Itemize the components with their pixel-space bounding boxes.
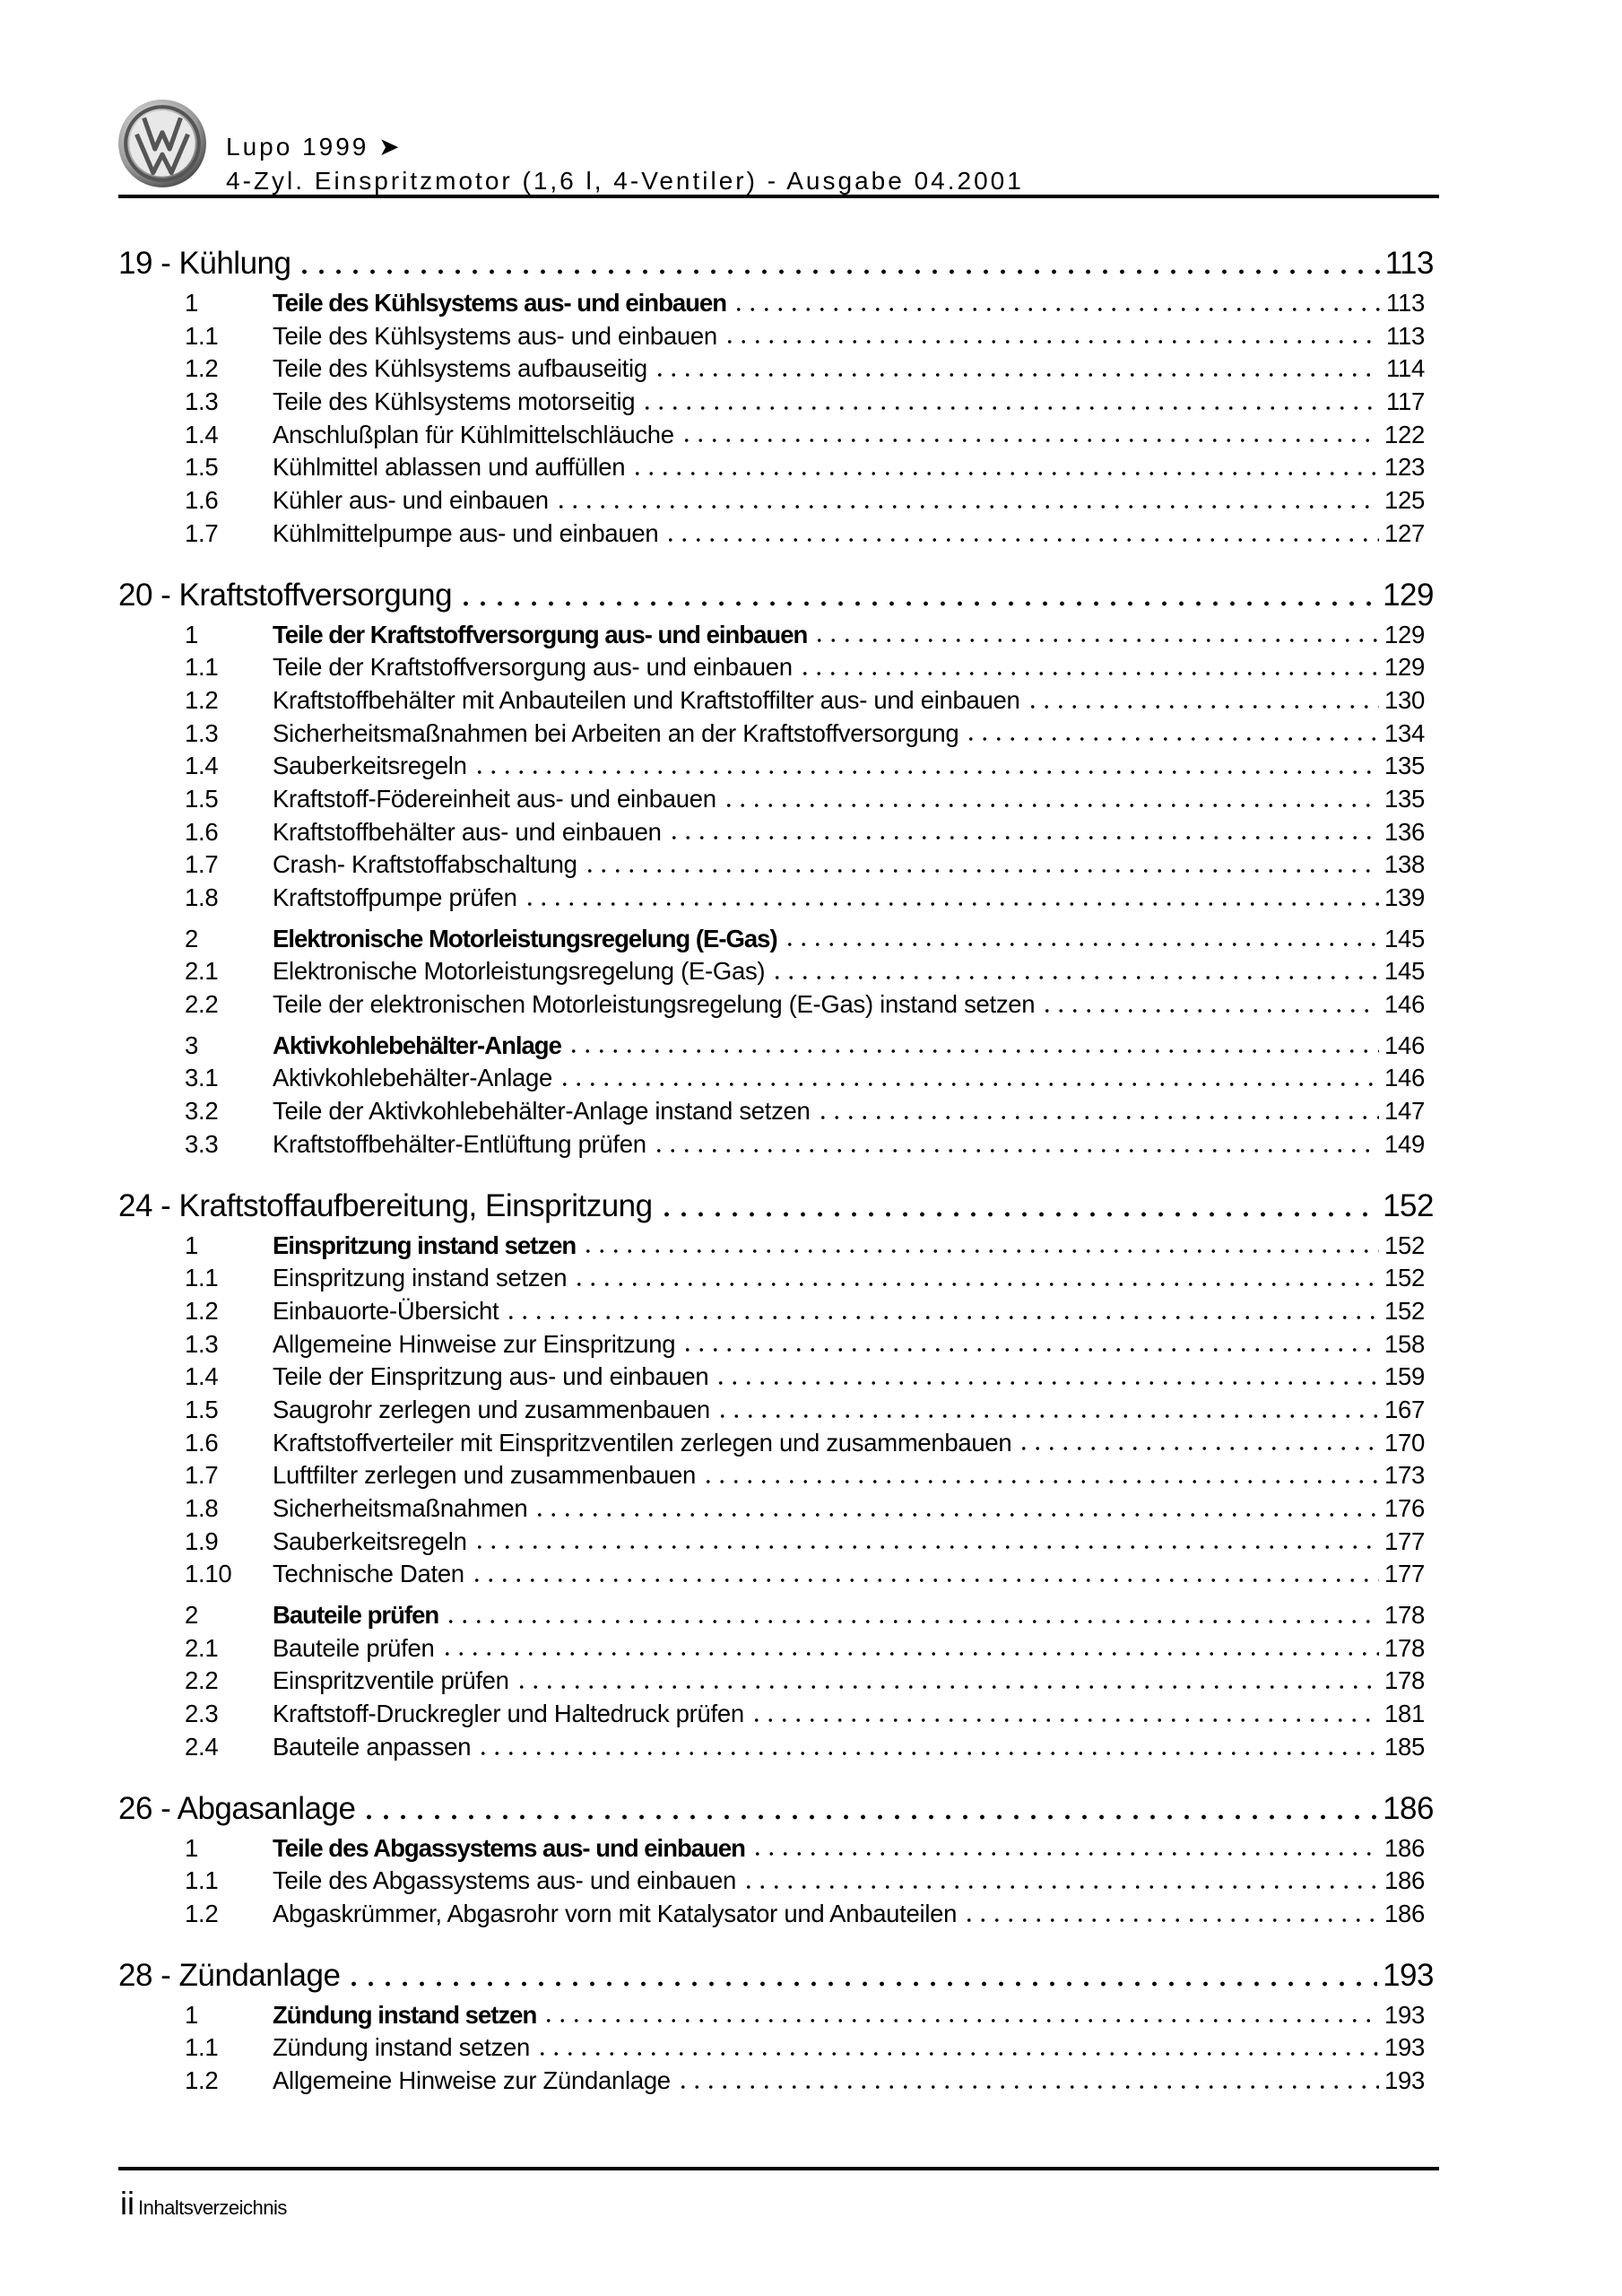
entry-title: Teile des Kühlsystems aus- und einbauen xyxy=(273,321,717,350)
entry-page: 130 xyxy=(1384,685,1425,714)
entry-page: 181 xyxy=(1384,1700,1425,1728)
dot-leader xyxy=(523,901,1379,907)
entry-number: 1.8 xyxy=(185,1494,219,1522)
entry-number: 2 xyxy=(185,924,198,952)
entry-number: 1 xyxy=(185,620,198,648)
entry-page: 139 xyxy=(1384,883,1425,911)
entry-title: Allgemeine Hinweise zur Zündanlage xyxy=(273,2066,671,2094)
dot-leader xyxy=(360,1814,1377,1820)
dot-leader xyxy=(783,942,1379,947)
toc-section-entry[interactable] xyxy=(118,923,1434,956)
toc-entry[interactable] xyxy=(118,352,1434,386)
entry-title: Teile der Aktivkohlebehälter-Anlage instand setzen xyxy=(273,1097,811,1126)
dot-leader xyxy=(1026,704,1380,709)
toc-entry[interactable] xyxy=(118,2065,1434,2098)
dot-leader xyxy=(742,1884,1379,1890)
entry-page: 178 xyxy=(1384,1666,1425,1695)
entry-title: Kraftstoffbehälter aus- und einbauen xyxy=(273,817,662,846)
entry-number: 1 xyxy=(185,289,198,317)
dot-leader xyxy=(750,1718,1379,1723)
entry-title: Elektronische Motorleistungsregelung (E-Gas) xyxy=(273,957,766,986)
entry-title: Einbauorte-Übersicht xyxy=(273,1296,499,1325)
entry-page: 193 xyxy=(1384,2033,1425,2062)
entry-number: 1.2 xyxy=(185,685,219,714)
entry-number: 1.6 xyxy=(185,817,219,846)
toc-entry[interactable] xyxy=(118,386,1434,419)
entry-title: Saugrohr zerlegen und zusammenbauen xyxy=(273,1395,710,1423)
entry-title: Luftfilter zerlegen und zusammenbauen xyxy=(273,1461,696,1490)
entry-page: 177 xyxy=(1384,1560,1425,1588)
entry-title: Teile der Kraftstoffversorgung aus- und einbauen xyxy=(273,620,808,648)
toc-section-entry[interactable] xyxy=(118,619,1434,652)
entry-title: Teile des Abgassystems aus- und einbauen xyxy=(273,1833,745,1862)
dot-leader xyxy=(476,1751,1379,1756)
entry-number: 1.2 xyxy=(185,1899,219,1927)
entry-number: 1.9 xyxy=(185,1526,219,1555)
chapter-section xyxy=(118,244,1434,551)
entry-page: 176 xyxy=(1384,1494,1425,1522)
entry-page: 123 xyxy=(1384,453,1425,482)
dot-leader xyxy=(567,1048,1379,1054)
entry-page: 177 xyxy=(1384,1526,1425,1555)
toc-entry[interactable] xyxy=(118,988,1434,1022)
entry-number: 2.3 xyxy=(185,1700,219,1728)
entry-page: 138 xyxy=(1384,850,1425,879)
entry-title: Einspritzventile prüfen xyxy=(273,1666,509,1695)
entry-title: Bauteile anpassen xyxy=(273,1732,472,1761)
toc-section-entry[interactable] xyxy=(118,1230,1434,1263)
entry-title: Kraftstoffbehälter mit Anbauteilen und Kraftstoffilter aus- und einbauen xyxy=(273,685,1020,714)
entry-page: 114 xyxy=(1386,354,1425,383)
dot-leader xyxy=(676,2084,1379,2090)
table-of-contents xyxy=(118,244,1434,2123)
toc-entry[interactable] xyxy=(118,1865,1434,1898)
toc-entry[interactable] xyxy=(118,419,1434,452)
toc-entry[interactable] xyxy=(118,882,1434,915)
entry-number: 2.1 xyxy=(185,957,219,986)
dot-leader xyxy=(750,1851,1379,1857)
entry-title: Teile des Kühlsystems motorseitig xyxy=(273,387,636,416)
toc-entry[interactable] xyxy=(118,750,1434,783)
dot-leader xyxy=(798,671,1379,676)
entry-number: 1.4 xyxy=(185,752,219,780)
toc-section-entry[interactable] xyxy=(118,1999,1434,2032)
dot-leader xyxy=(716,1413,1379,1419)
dot-leader xyxy=(816,1115,1379,1120)
entry-title: Kraftstoffverteiler mit Einspritzventilen zerlegen und zusammenbauen xyxy=(273,1428,1012,1457)
entry-title: Kühler aus- und einbauen xyxy=(273,486,549,515)
entry-page: 136 xyxy=(1384,817,1425,846)
chapter-page: 152 xyxy=(1383,1187,1434,1223)
entry-title: Kühlmittelpumpe aus- und einbauen xyxy=(273,518,659,547)
header-model: Lupo 1999 ➤ xyxy=(226,133,403,161)
toc-entry[interactable] xyxy=(118,1698,1434,1731)
entry-number: 2.1 xyxy=(185,1633,219,1662)
toc-entry[interactable] xyxy=(118,848,1434,882)
entry-page: 152 xyxy=(1384,1231,1425,1259)
toc-entry[interactable] xyxy=(118,1731,1434,1764)
entry-page: 178 xyxy=(1384,1601,1425,1630)
entry-number: 1.7 xyxy=(185,1461,219,1490)
entry-page: 113 xyxy=(1386,289,1425,317)
section-group xyxy=(118,923,1434,1022)
entry-page: 193 xyxy=(1384,2000,1425,2029)
dot-leader xyxy=(1017,1446,1379,1451)
entry-number: 3.3 xyxy=(185,1129,219,1158)
toc-entry[interactable] xyxy=(118,1526,1434,1559)
entry-title: Teile des Abgassystems aus- und einbauen xyxy=(273,1866,736,1895)
toc-entry[interactable] xyxy=(118,1062,1434,1095)
entry-number: 1.1 xyxy=(185,2033,219,2062)
entry-number: 1.3 xyxy=(185,1329,219,1358)
section-group xyxy=(118,619,1434,915)
entry-page: 146 xyxy=(1384,1031,1425,1059)
toc-entry[interactable] xyxy=(118,1459,1434,1492)
toc-section-entry[interactable] xyxy=(118,1599,1434,1632)
entry-number: 1.4 xyxy=(185,420,219,448)
toc-section-entry[interactable] xyxy=(118,1030,1434,1063)
dot-leader xyxy=(812,638,1379,643)
entry-number: 1.1 xyxy=(185,1866,219,1895)
chapter-page: 193 xyxy=(1383,1957,1434,1993)
toc-entry[interactable] xyxy=(118,718,1434,751)
dot-leader xyxy=(714,1380,1379,1386)
entry-page: 113 xyxy=(1386,321,1425,350)
entry-number: 1.2 xyxy=(185,1296,219,1325)
section-group xyxy=(118,1999,1434,2098)
toc-entry[interactable] xyxy=(118,1328,1434,1361)
dot-leader xyxy=(1040,1008,1379,1013)
entry-number: 1.5 xyxy=(185,1395,219,1423)
entry-page: 167 xyxy=(1384,1395,1425,1423)
toc-entry[interactable] xyxy=(118,484,1434,517)
dot-leader xyxy=(440,1651,1380,1657)
entry-title: Sauberkeitsregeln xyxy=(273,1526,467,1555)
entry-number: 1.6 xyxy=(185,486,219,515)
entry-page: 186 xyxy=(1384,1833,1425,1862)
dot-leader xyxy=(658,1212,1377,1217)
dot-leader xyxy=(701,1479,1379,1484)
entry-title: Sicherheitsmaßnahmen xyxy=(273,1494,528,1522)
entry-number: 1.7 xyxy=(185,850,219,879)
toc-entry[interactable] xyxy=(118,783,1434,816)
entry-title: Teile des Kühlsystems aufbauseitig xyxy=(273,354,647,383)
entry-page: 145 xyxy=(1384,957,1425,986)
entry-page: 122 xyxy=(1384,420,1425,448)
entry-page: 146 xyxy=(1384,1064,1425,1092)
entry-title: Technische Daten xyxy=(273,1560,464,1588)
entry-page: 147 xyxy=(1384,1097,1425,1126)
entry-page: 149 xyxy=(1384,1129,1425,1158)
dot-leader xyxy=(667,835,1379,840)
toc-entry[interactable] xyxy=(118,1394,1434,1427)
section-group xyxy=(118,287,1434,551)
chapter-title: 20 - Kraftstoffversorgung xyxy=(118,577,453,613)
entry-title: Abgaskrümmer, Abgasrohr vorn mit Katalysator und Anbauteilen xyxy=(273,1899,958,1927)
dot-leader xyxy=(581,1248,1379,1254)
dot-leader xyxy=(732,307,1381,312)
vw-logo xyxy=(117,97,208,190)
dot-leader xyxy=(542,2018,1379,2023)
toc-entry[interactable] xyxy=(118,451,1434,484)
entry-page: 135 xyxy=(1384,784,1425,813)
dot-leader xyxy=(504,1315,1379,1320)
entry-page: 152 xyxy=(1384,1264,1425,1292)
dot-leader xyxy=(681,1347,1379,1352)
entry-page: 193 xyxy=(1384,2066,1425,2094)
entry-number: 2.2 xyxy=(185,990,219,1019)
entry-title: Teile der Kraftstoffversorgung aus- und einbauen xyxy=(273,653,793,682)
entry-number: 1.7 xyxy=(185,518,219,547)
chapter-heading[interactable] xyxy=(118,576,1434,615)
dot-leader xyxy=(723,339,1381,344)
entry-title: Allgemeine Hinweise zur Einspritzung xyxy=(273,1329,676,1358)
entry-number: 1.5 xyxy=(185,784,219,813)
entry-page: 173 xyxy=(1384,1461,1425,1490)
toc-entry[interactable] xyxy=(118,1361,1434,1394)
toc-entry[interactable] xyxy=(118,320,1434,353)
entry-title: Kraftstoffpumpe prüfen xyxy=(273,883,517,911)
chapter-title: 28 - Zündanlage xyxy=(118,1957,341,1993)
footer xyxy=(120,2185,287,2222)
chapter-page: 186 xyxy=(1383,1790,1434,1826)
entry-page: 186 xyxy=(1384,1866,1425,1895)
entry-page: 117 xyxy=(1386,387,1425,416)
entry-number: 2.4 xyxy=(185,1732,219,1761)
entry-number: 1.5 xyxy=(185,453,219,482)
dot-leader xyxy=(962,1918,1379,1923)
toc-entry[interactable] xyxy=(118,684,1434,718)
chapter-title: 19 - Kühlung xyxy=(118,246,291,281)
entry-number: 3 xyxy=(185,1031,198,1059)
entry-number: 1.2 xyxy=(185,2066,219,2094)
entry-title: Sauberkeitsregeln xyxy=(273,752,467,780)
toc-entry[interactable] xyxy=(118,651,1434,684)
dot-leader xyxy=(457,601,1377,606)
toc-entry[interactable] xyxy=(118,1665,1434,1698)
entry-title: Anschlußplan für Kühlmittelschläuche xyxy=(273,420,674,448)
entry-page: 135 xyxy=(1384,752,1425,780)
toc-entry[interactable] xyxy=(118,1492,1434,1526)
entry-title: Teile der elektronischen Motorleistungsregelung (E-Gas) instand setzen xyxy=(273,990,1036,1019)
toc-entry[interactable] xyxy=(118,955,1434,988)
entry-number: 3.1 xyxy=(185,1064,219,1092)
section-group xyxy=(118,1030,1434,1161)
dot-leader xyxy=(470,1578,1379,1583)
dot-leader xyxy=(558,1082,1379,1087)
dot-leader xyxy=(664,537,1379,543)
dot-leader xyxy=(653,372,1381,378)
dot-leader xyxy=(630,471,1379,476)
dot-leader xyxy=(533,1512,1379,1518)
entry-title: Sicherheitsmaßnahmen bei Arbeiten an der Kraftstoffversorgung xyxy=(273,718,959,747)
entry-page: 170 xyxy=(1384,1428,1425,1457)
dot-leader xyxy=(722,803,1379,808)
chapter-title: 26 - Abgasanlage xyxy=(118,1790,356,1826)
entry-title: Kraftstoff-Druckregler und Haltedruck prüfen xyxy=(273,1700,744,1728)
entry-title: Teile der Einspritzung aus- und einbauen xyxy=(273,1362,709,1391)
entry-page: 125 xyxy=(1384,486,1425,515)
entry-number: 1 xyxy=(185,2000,198,2029)
entry-title: Zündung instand setzen xyxy=(273,2000,537,2029)
dot-leader xyxy=(444,1619,1379,1624)
header-rule xyxy=(118,195,1439,198)
entry-page: 146 xyxy=(1384,990,1425,1019)
chapter-section xyxy=(118,1187,1434,1764)
dot-leader xyxy=(515,1684,1379,1690)
chapter-page: 129 xyxy=(1383,577,1434,613)
entry-number: 3.2 xyxy=(185,1097,219,1126)
entry-page: 158 xyxy=(1384,1329,1425,1358)
chapter-heading[interactable] xyxy=(118,244,1434,283)
toc-section-entry[interactable] xyxy=(118,287,1434,320)
entry-number: 2.2 xyxy=(185,1666,219,1695)
entry-number: 2 xyxy=(185,1601,198,1630)
entry-number: 1.4 xyxy=(185,1362,219,1391)
footer-rule xyxy=(118,2167,1439,2170)
entry-number: 1.3 xyxy=(185,387,219,416)
entry-number: 1.1 xyxy=(185,1264,219,1292)
chapter-heading[interactable] xyxy=(118,1789,1434,1829)
toc-entry[interactable] xyxy=(118,1558,1434,1591)
entry-title: Teile des Kühlsystems aus- und einbauen xyxy=(273,289,727,317)
section-group xyxy=(118,1599,1434,1763)
chapter-section xyxy=(118,576,1434,1161)
entry-number: 1 xyxy=(185,1833,198,1862)
entry-number: 1.8 xyxy=(185,883,219,911)
entry-number: 1.1 xyxy=(185,321,219,350)
toc-entry[interactable] xyxy=(118,1295,1434,1328)
dot-leader xyxy=(583,868,1379,874)
entry-number: 1 xyxy=(185,1231,198,1259)
chapter-heading[interactable] xyxy=(118,1956,1434,1996)
entry-title: Aktivkohlebehälter-Anlage xyxy=(273,1064,552,1092)
toc-entry[interactable] xyxy=(118,2031,1434,2065)
dot-leader xyxy=(652,1148,1379,1153)
entry-title: Crash- Kraftstoffabschaltung xyxy=(273,850,577,879)
footer-title: Inhaltsverzeichnis xyxy=(138,2196,287,2219)
footer-page-number: ii xyxy=(120,2185,134,2222)
section-group xyxy=(118,1230,1434,1592)
chapter-section xyxy=(118,1956,1434,2098)
entry-title: Einspritzung instand setzen xyxy=(273,1231,577,1259)
entry-page: 127 xyxy=(1384,518,1425,547)
entry-title: Kühlmittel ablassen und auffüllen xyxy=(273,453,626,482)
toc-entry[interactable] xyxy=(118,1262,1434,1295)
entry-page: 178 xyxy=(1384,1633,1425,1662)
toc-entry[interactable] xyxy=(118,1128,1434,1161)
entry-page: 185 xyxy=(1384,1732,1425,1761)
dot-leader xyxy=(640,405,1381,411)
entry-page: 129 xyxy=(1384,653,1425,682)
dot-leader xyxy=(680,438,1379,443)
entry-number: 1.2 xyxy=(185,354,219,383)
chapter-page: 113 xyxy=(1384,246,1434,281)
entry-number: 1.10 xyxy=(185,1560,232,1588)
toc-entry[interactable] xyxy=(118,1898,1434,1931)
dot-leader xyxy=(535,2051,1379,2057)
chapter-heading[interactable] xyxy=(118,1187,1434,1226)
entry-title: Kraftstoff-Födereinheit aus- und einbauen xyxy=(273,784,716,813)
entry-page: 129 xyxy=(1384,620,1425,648)
entry-number: 1.6 xyxy=(185,1428,219,1457)
entry-title: Einspritzung instand setzen xyxy=(273,1264,568,1292)
entry-page: 134 xyxy=(1384,718,1425,747)
entry-page: 186 xyxy=(1384,1899,1425,1927)
dot-leader xyxy=(473,770,1379,775)
toc-entry[interactable] xyxy=(118,1095,1434,1128)
entry-title: Elektronische Motorleistungsregelung (E-Gas) xyxy=(273,924,777,952)
toc-section-entry[interactable] xyxy=(118,1832,1434,1866)
header-subtitle: 4-Zyl. Einspritzmotor (1,6 l, 4-Ventiler) - Ausgabe 04.2001 xyxy=(226,167,1024,195)
dot-leader xyxy=(296,269,1379,274)
chapter-section xyxy=(118,1789,1434,1931)
entry-number: 1.3 xyxy=(185,718,219,747)
toc-entry[interactable] xyxy=(118,1632,1434,1665)
entry-title: Bauteile prüfen xyxy=(273,1633,435,1662)
entry-title: Kraftstoffbehälter-Entlüftung prüfen xyxy=(273,1129,646,1158)
toc-entry[interactable] xyxy=(118,1427,1434,1460)
dot-leader xyxy=(770,975,1379,980)
dot-leader xyxy=(473,1544,1379,1550)
dot-leader xyxy=(964,736,1379,742)
entry-title: Aktivkohlebehälter-Anlage xyxy=(273,1031,561,1059)
chapter-title: 24 - Kraftstoffaufbereitung, Einspritzung xyxy=(118,1187,653,1223)
entry-title: Zündung instand setzen xyxy=(273,2033,530,2062)
dot-leader xyxy=(572,1282,1379,1287)
toc-entry[interactable] xyxy=(118,816,1434,849)
section-group xyxy=(118,1832,1434,1931)
dot-leader xyxy=(554,504,1379,509)
entry-page: 152 xyxy=(1384,1296,1425,1325)
entry-number: 1.1 xyxy=(185,653,219,682)
entry-page: 145 xyxy=(1384,924,1425,952)
dot-leader xyxy=(345,1981,1377,1987)
toc-entry[interactable] xyxy=(118,517,1434,551)
entry-title: Bauteile prüfen xyxy=(273,1601,439,1630)
entry-page: 159 xyxy=(1384,1362,1425,1391)
